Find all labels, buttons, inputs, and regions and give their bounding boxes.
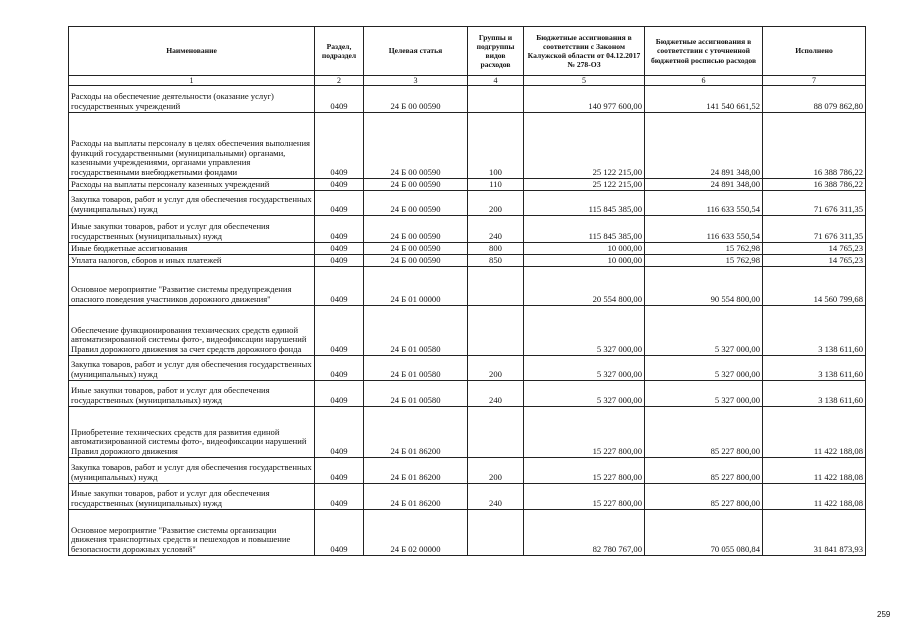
budget-table <box>68 26 866 556</box>
cell-refined: 5 327 000,00 <box>645 381 763 407</box>
cell-section: 0409 <box>315 86 364 113</box>
cell-law: 20 554 800,00 <box>524 267 645 306</box>
page-number: 259 <box>877 610 891 619</box>
cell-executed: 14 765,23 <box>763 243 866 255</box>
cell-group: 200 <box>468 458 524 484</box>
cell-law: 140 977 600,00 <box>524 86 645 113</box>
cell-refined: 24 891 348,00 <box>645 113 763 179</box>
cell-executed: 3 138 611,60 <box>763 356 866 381</box>
cell-refined: 85 227 800,00 <box>645 407 763 458</box>
cell-refined: 116 633 550,54 <box>645 216 763 243</box>
cell-law: 115 845 385,00 <box>524 191 645 216</box>
column-number: 1 <box>69 76 315 86</box>
header-target: Целевая статья <box>364 27 468 76</box>
table-row <box>69 356 866 381</box>
cell-name: Уплата налогов, сборов и иных платежей <box>69 255 315 267</box>
table-body <box>69 86 866 556</box>
cell-target: 24 Б 01 00580 <box>364 306 468 356</box>
cell-name: Основное мероприятие "Развитие системы организации движения транспортных средств и пешеходов и повышение безопасности дорожных условий" <box>69 510 315 556</box>
cell-section: 0409 <box>315 458 364 484</box>
cell-law: 10 000,00 <box>524 243 645 255</box>
cell-group: 240 <box>468 216 524 243</box>
cell-law: 15 227 800,00 <box>524 484 645 510</box>
cell-name: Иные закупки товаров, работ и услуг для обеспечения государственных (муниципальных) нужд <box>69 381 315 407</box>
table-row <box>69 407 866 458</box>
header-law: Бюджетные ассигнования в соответствии с Законом Калужской области от 04.12.2017 № 278-ОЗ <box>524 27 645 76</box>
cell-name: Расходы на выплаты персоналу казенных учреждений <box>69 179 315 191</box>
cell-group: 800 <box>468 243 524 255</box>
cell-refined: 85 227 800,00 <box>645 484 763 510</box>
cell-section: 0409 <box>315 113 364 179</box>
table-row <box>69 510 866 556</box>
cell-law: 5 327 000,00 <box>524 306 645 356</box>
table-row <box>69 86 866 113</box>
cell-law: 10 000,00 <box>524 255 645 267</box>
cell-executed: 16 388 786,22 <box>763 113 866 179</box>
header-section: Раздел, подраздел <box>315 27 364 76</box>
cell-refined: 70 055 080,84 <box>645 510 763 556</box>
cell-law: 115 845 385,00 <box>524 216 645 243</box>
cell-group: 100 <box>468 113 524 179</box>
cell-refined: 141 540 661,52 <box>645 86 763 113</box>
cell-refined: 24 891 348,00 <box>645 179 763 191</box>
header-groups: Группы и подгруппы видов расходов <box>468 27 524 76</box>
header-row <box>69 27 866 76</box>
cell-executed: 16 388 786,22 <box>763 179 866 191</box>
cell-refined: 15 762,98 <box>645 243 763 255</box>
cell-name: Иные закупки товаров, работ и услуг для обеспечения государственных (муниципальных) нужд <box>69 484 315 510</box>
cell-section: 0409 <box>315 216 364 243</box>
cell-target: 24 Б 00 00590 <box>364 113 468 179</box>
column-number: 5 <box>524 76 645 86</box>
header-refined: Бюджетные ассигнования в соответствии с уточненной бюджетной росписью расходов <box>645 27 763 76</box>
cell-section: 0409 <box>315 510 364 556</box>
cell-group: 240 <box>468 484 524 510</box>
cell-law: 15 227 800,00 <box>524 458 645 484</box>
column-number: 2 <box>315 76 364 86</box>
cell-refined: 85 227 800,00 <box>645 458 763 484</box>
cell-group: 200 <box>468 356 524 381</box>
cell-name: Закупка товаров, работ и услуг для обеспечения государственных (муниципальных) нужд <box>69 356 315 381</box>
table-row <box>69 216 866 243</box>
table-row <box>69 484 866 510</box>
cell-law: 82 780 767,00 <box>524 510 645 556</box>
cell-group: 110 <box>468 179 524 191</box>
cell-executed: 31 841 873,93 <box>763 510 866 556</box>
table-row <box>69 191 866 216</box>
cell-target: 24 Б 02 00000 <box>364 510 468 556</box>
cell-section: 0409 <box>315 243 364 255</box>
cell-target: 24 Б 01 00580 <box>364 381 468 407</box>
cell-section: 0409 <box>315 356 364 381</box>
cell-target: 24 Б 00 00590 <box>364 243 468 255</box>
column-number: 4 <box>468 76 524 86</box>
cell-target: 24 Б 01 86200 <box>364 407 468 458</box>
cell-law: 15 227 800,00 <box>524 407 645 458</box>
cell-executed: 11 422 188,08 <box>763 458 866 484</box>
column-number-row <box>69 76 866 86</box>
cell-refined: 15 762,98 <box>645 255 763 267</box>
table-row <box>69 255 866 267</box>
cell-law: 5 327 000,00 <box>524 356 645 381</box>
table-row <box>69 267 866 306</box>
cell-name: Расходы на выплаты персоналу в целях обеспечения выполнения функций государственными (муниципальными) органами, казенными учреждениями, органами управления государственными внебюджетными фондами <box>69 113 315 179</box>
column-number: 6 <box>645 76 763 86</box>
cell-refined: 5 327 000,00 <box>645 356 763 381</box>
cell-name: Закупка товаров, работ и услуг для обеспечения государственных (муниципальных) нужд <box>69 191 315 216</box>
cell-target: 24 Б 00 00590 <box>364 179 468 191</box>
cell-target: 24 Б 00 00590 <box>364 216 468 243</box>
column-number: 3 <box>364 76 468 86</box>
cell-target: 24 Б 01 00580 <box>364 356 468 381</box>
cell-name: Приобретение технических средств для развития единой автоматизированной системы фото-, видеофиксации нарушений Правил дорожного движения <box>69 407 315 458</box>
cell-target: 24 Б 01 86200 <box>364 458 468 484</box>
cell-name: Закупка товаров, работ и услуг для обеспечения государственных (муниципальных) нужд <box>69 458 315 484</box>
cell-section: 0409 <box>315 179 364 191</box>
cell-group <box>468 407 524 458</box>
cell-law: 25 122 215,00 <box>524 113 645 179</box>
cell-name: Иные закупки товаров, работ и услуг для обеспечения государственных (муниципальных) нужд <box>69 216 315 243</box>
header-executed: Исполнено <box>763 27 866 76</box>
cell-group: 200 <box>468 191 524 216</box>
cell-executed: 3 138 611,60 <box>763 306 866 356</box>
cell-refined: 5 327 000,00 <box>645 306 763 356</box>
cell-section: 0409 <box>315 306 364 356</box>
cell-target: 24 Б 01 86200 <box>364 484 468 510</box>
cell-target: 24 Б 00 00590 <box>364 191 468 216</box>
cell-name: Иные бюджетные ассигнования <box>69 243 315 255</box>
cell-executed: 3 138 611,60 <box>763 381 866 407</box>
cell-executed: 71 676 311,35 <box>763 191 866 216</box>
cell-group: 240 <box>468 381 524 407</box>
cell-law: 25 122 215,00 <box>524 179 645 191</box>
cell-section: 0409 <box>315 484 364 510</box>
cell-section: 0409 <box>315 407 364 458</box>
cell-group <box>468 510 524 556</box>
cell-target: 24 Б 01 00000 <box>364 267 468 306</box>
cell-group <box>468 267 524 306</box>
cell-section: 0409 <box>315 255 364 267</box>
cell-target: 24 Б 00 00590 <box>364 255 468 267</box>
table-row <box>69 458 866 484</box>
cell-name: Расходы на обеспечение деятельности (оказание услуг) государственных учреждений <box>69 86 315 113</box>
cell-target: 24 Б 00 00590 <box>364 86 468 113</box>
cell-executed: 71 676 311,35 <box>763 216 866 243</box>
cell-executed: 11 422 188,08 <box>763 407 866 458</box>
cell-section: 0409 <box>315 267 364 306</box>
cell-executed: 11 422 188,08 <box>763 484 866 510</box>
cell-law: 5 327 000,00 <box>524 381 645 407</box>
table-row <box>69 113 866 179</box>
cell-executed: 14 560 799,68 <box>763 267 866 306</box>
cell-section: 0409 <box>315 191 364 216</box>
cell-group <box>468 86 524 113</box>
column-number: 7 <box>763 76 866 86</box>
cell-group <box>468 306 524 356</box>
header-name: Наименование <box>69 27 315 76</box>
cell-executed: 88 079 862,80 <box>763 86 866 113</box>
cell-executed: 14 765,23 <box>763 255 866 267</box>
cell-name: Основное мероприятие "Развитие системы предупреждения опасного поведения участников дорожного движения" <box>69 267 315 306</box>
table-row <box>69 306 866 356</box>
cell-section: 0409 <box>315 381 364 407</box>
table-row <box>69 243 866 255</box>
table-row <box>69 381 866 407</box>
cell-refined: 116 633 550,54 <box>645 191 763 216</box>
cell-refined: 90 554 800,00 <box>645 267 763 306</box>
table-row <box>69 179 866 191</box>
cell-group: 850 <box>468 255 524 267</box>
cell-name: Обеспечение функционирования технических средств единой автоматизированной системы фото-, видеофиксации нарушений Правил дорожного движения за счет средств дорожного фонда <box>69 306 315 356</box>
